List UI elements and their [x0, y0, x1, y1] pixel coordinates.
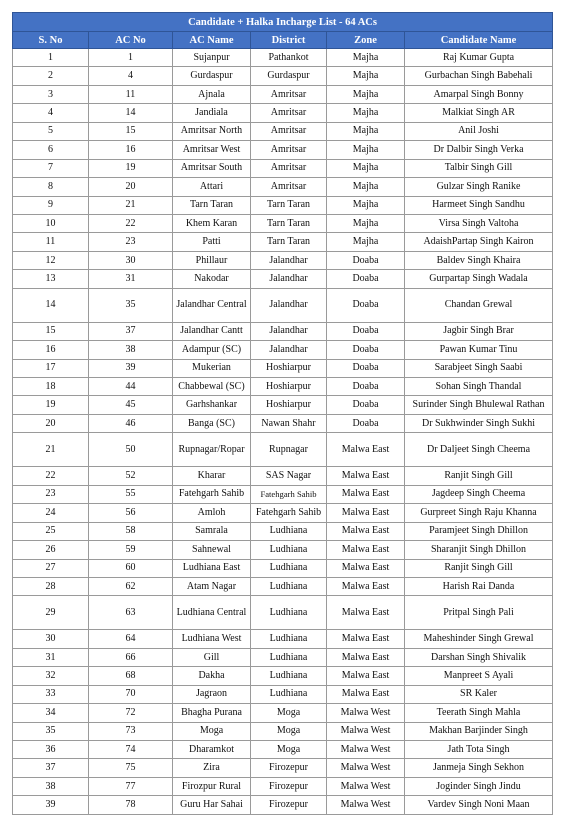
table-row [13, 541, 553, 559]
ac-name-cell: Ludhiana Central [173, 596, 251, 630]
zone-cell: Malwa East [327, 648, 405, 666]
zone-cell: Majha [327, 178, 405, 196]
title-row [13, 13, 553, 32]
candidate-name-cell: Surinder Singh Bhulewal Rathan [405, 396, 553, 414]
ac-name-cell: Jandiala [173, 104, 251, 122]
table-row [13, 49, 553, 67]
table-row [13, 522, 553, 540]
table-body [13, 49, 553, 815]
ac-no-cell: 70 [89, 685, 173, 703]
table-row [13, 141, 553, 159]
ac-no-cell: 4 [89, 67, 173, 85]
s-no-cell: 17 [13, 359, 89, 377]
ac-no-cell: 68 [89, 667, 173, 685]
district-cell: Nawan Shahr [251, 414, 327, 432]
ac-no-cell: 15 [89, 122, 173, 140]
ac-no-cell: 19 [89, 159, 173, 177]
ac-name-cell: Nakodar [173, 270, 251, 288]
candidate-name-cell: Gurpartap Singh Wadala [405, 270, 553, 288]
district-cell: Amritsar [251, 85, 327, 103]
zone-cell: Doaba [327, 322, 405, 340]
ac-name-cell: Gurdaspur [173, 67, 251, 85]
s-no-cell: 21 [13, 433, 89, 467]
ac-name-cell: Ludhiana East [173, 559, 251, 577]
candidate-name-cell: Ranjit Singh Gill [405, 467, 553, 485]
candidate-name-cell: Gurbachan Singh Babehali [405, 67, 553, 85]
candidate-name-cell: Harmeet Singh Sandhu [405, 196, 553, 214]
candidate-name-cell: Sarabjeet Singh Saabi [405, 359, 553, 377]
zone-cell: Malwa East [327, 685, 405, 703]
s-no-cell: 13 [13, 270, 89, 288]
table-row [13, 630, 553, 648]
zone-cell: Malwa West [327, 759, 405, 777]
ac-no-cell: 30 [89, 251, 173, 269]
ac-name-cell: Zira [173, 759, 251, 777]
table-row [13, 685, 553, 703]
s-no-cell: 4 [13, 104, 89, 122]
column-header-district: District [251, 32, 327, 49]
ac-no-cell: 50 [89, 433, 173, 467]
ac-no-cell: 37 [89, 322, 173, 340]
ac-no-cell: 46 [89, 414, 173, 432]
s-no-cell: 37 [13, 759, 89, 777]
candidate-name-cell: Harish Rai Danda [405, 577, 553, 595]
candidate-name-cell: Ranjit Singh Gill [405, 559, 553, 577]
ac-no-cell: 74 [89, 741, 173, 759]
column-header-ac-no: AC No [89, 32, 173, 49]
district-cell: Jalandhar [251, 322, 327, 340]
zone-cell: Majha [327, 214, 405, 232]
zone-cell: Doaba [327, 341, 405, 359]
district-cell: Amritsar [251, 178, 327, 196]
zone-cell: Majha [327, 49, 405, 67]
candidate-name-cell: Jagbir Singh Brar [405, 322, 553, 340]
table-row [13, 396, 553, 414]
s-no-cell: 22 [13, 467, 89, 485]
zone-cell: Malwa East [327, 559, 405, 577]
district-cell: Tarn Taran [251, 196, 327, 214]
zone-cell: Malwa East [327, 541, 405, 559]
ac-name-cell: Amloh [173, 504, 251, 522]
ac-no-cell: 23 [89, 233, 173, 251]
candidate-name-cell: Raj Kumar Gupta [405, 49, 553, 67]
ac-no-cell: 63 [89, 596, 173, 630]
ac-no-cell: 38 [89, 341, 173, 359]
candidate-name-cell: Chandan Grewal [405, 288, 553, 322]
ac-no-cell: 75 [89, 759, 173, 777]
ac-no-cell: 16 [89, 141, 173, 159]
zone-cell: Majha [327, 196, 405, 214]
s-no-cell: 32 [13, 667, 89, 685]
s-no-cell: 25 [13, 522, 89, 540]
zone-cell: Malwa East [327, 630, 405, 648]
ac-name-cell: Sahnewal [173, 541, 251, 559]
s-no-cell: 19 [13, 396, 89, 414]
zone-cell: Majha [327, 159, 405, 177]
table-row [13, 796, 553, 814]
ac-name-cell: Amritsar South [173, 159, 251, 177]
ac-no-cell: 60 [89, 559, 173, 577]
zone-cell: Doaba [327, 270, 405, 288]
s-no-cell: 35 [13, 722, 89, 740]
ac-name-cell: Sujanpur [173, 49, 251, 67]
s-no-cell: 33 [13, 685, 89, 703]
candidate-name-cell: Sharanjit Singh Dhillon [405, 541, 553, 559]
ac-no-cell: 64 [89, 630, 173, 648]
table-row [13, 159, 553, 177]
ac-no-cell: 20 [89, 178, 173, 196]
district-cell: Jalandhar [251, 288, 327, 322]
s-no-cell: 8 [13, 178, 89, 196]
ac-name-cell: Guru Har Sahai [173, 796, 251, 814]
ac-name-cell: Kharar [173, 467, 251, 485]
table-row [13, 67, 553, 85]
table-row [13, 414, 553, 432]
candidate-name-cell: Pawan Kumar Tinu [405, 341, 553, 359]
zone-cell: Doaba [327, 359, 405, 377]
district-cell: Ludhiana [251, 522, 327, 540]
ac-no-cell: 21 [89, 196, 173, 214]
s-no-cell: 10 [13, 214, 89, 232]
ac-no-cell: 31 [89, 270, 173, 288]
ac-name-cell: Chabbewal (SC) [173, 378, 251, 396]
s-no-cell: 24 [13, 504, 89, 522]
district-cell: SAS Nagar [251, 467, 327, 485]
ac-name-cell: Atam Nagar [173, 577, 251, 595]
candidate-name-cell: Dr Sukhwinder Singh Sukhi [405, 414, 553, 432]
district-cell: Ludhiana [251, 685, 327, 703]
candidate-table [12, 12, 553, 815]
table-row [13, 233, 553, 251]
table-row [13, 270, 553, 288]
ac-no-cell: 73 [89, 722, 173, 740]
district-cell: Gurdaspur [251, 67, 327, 85]
table-row [13, 777, 553, 795]
ac-name-cell: Dakha [173, 667, 251, 685]
header-row [13, 32, 553, 49]
ac-no-cell: 52 [89, 467, 173, 485]
zone-cell: Majha [327, 104, 405, 122]
ac-no-cell: 77 [89, 777, 173, 795]
s-no-cell: 31 [13, 648, 89, 666]
table-row [13, 341, 553, 359]
district-cell: Ludhiana [251, 577, 327, 595]
table-row [13, 85, 553, 103]
s-no-cell: 27 [13, 559, 89, 577]
ac-name-cell: Adampur (SC) [173, 341, 251, 359]
s-no-cell: 16 [13, 341, 89, 359]
table-row [13, 722, 553, 740]
zone-cell: Doaba [327, 396, 405, 414]
s-no-cell: 26 [13, 541, 89, 559]
ac-no-cell: 11 [89, 85, 173, 103]
zone-cell: Malwa East [327, 467, 405, 485]
ac-name-cell: Tarn Taran [173, 196, 251, 214]
ac-name-cell: Bhagha Purana [173, 704, 251, 722]
candidate-name-cell: Paramjeet Singh Dhillon [405, 522, 553, 540]
district-cell: Hoshiarpur [251, 359, 327, 377]
table-row [13, 288, 553, 322]
zone-cell: Malwa East [327, 433, 405, 467]
ac-no-cell: 62 [89, 577, 173, 595]
s-no-cell: 30 [13, 630, 89, 648]
district-cell: Ludhiana [251, 648, 327, 666]
ac-no-cell: 44 [89, 378, 173, 396]
table-row [13, 467, 553, 485]
s-no-cell: 5 [13, 122, 89, 140]
candidate-name-cell: Anil Joshi [405, 122, 553, 140]
candidate-name-cell: Gulzar Singh Ranike [405, 178, 553, 196]
district-cell: Ludhiana [251, 559, 327, 577]
district-cell: Ludhiana [251, 596, 327, 630]
ac-no-cell: 56 [89, 504, 173, 522]
ac-no-cell: 1 [89, 49, 173, 67]
district-cell: Jalandhar [251, 341, 327, 359]
table-row [13, 504, 553, 522]
ac-name-cell: Amritsar West [173, 141, 251, 159]
zone-cell: Doaba [327, 251, 405, 269]
s-no-cell: 12 [13, 251, 89, 269]
zone-cell: Malwa West [327, 796, 405, 814]
district-cell: Firozepur [251, 796, 327, 814]
ac-name-cell: Khem Karan [173, 214, 251, 232]
table-row [13, 359, 553, 377]
s-no-cell: 29 [13, 596, 89, 630]
table-row [13, 667, 553, 685]
ac-name-cell: Patti [173, 233, 251, 251]
candidate-name-cell: Dr Dalbir Singh Verka [405, 141, 553, 159]
s-no-cell: 6 [13, 141, 89, 159]
ac-no-cell: 22 [89, 214, 173, 232]
table-row [13, 433, 553, 467]
zone-cell: Majha [327, 141, 405, 159]
table-row [13, 322, 553, 340]
ac-no-cell: 58 [89, 522, 173, 540]
table-row [13, 122, 553, 140]
zone-cell: Malwa East [327, 667, 405, 685]
zone-cell: Doaba [327, 378, 405, 396]
ac-name-cell: Jagraon [173, 685, 251, 703]
district-cell: Firozepur [251, 777, 327, 795]
s-no-cell: 23 [13, 485, 89, 503]
zone-cell: Majha [327, 85, 405, 103]
candidate-name-cell: Darshan Singh Shivalik [405, 648, 553, 666]
s-no-cell: 2 [13, 67, 89, 85]
table-row [13, 577, 553, 595]
table-row [13, 596, 553, 630]
s-no-cell: 11 [13, 233, 89, 251]
district-cell: Moga [251, 704, 327, 722]
ac-no-cell: 14 [89, 104, 173, 122]
ac-name-cell: Mukerian [173, 359, 251, 377]
district-cell: Tarn Taran [251, 214, 327, 232]
ac-name-cell: Firozpur Rural [173, 777, 251, 795]
district-cell: Moga [251, 722, 327, 740]
zone-cell: Malwa East [327, 596, 405, 630]
candidate-name-cell: Malkiat Singh AR [405, 104, 553, 122]
s-no-cell: 38 [13, 777, 89, 795]
district-cell: Rupnagar [251, 433, 327, 467]
ac-name-cell: Moga [173, 722, 251, 740]
candidate-name-cell: Manpreet S Ayali [405, 667, 553, 685]
column-header-candidate-name: Candidate Name [405, 32, 553, 49]
district-cell: Tarn Taran [251, 233, 327, 251]
district-cell: Jalandhar [251, 251, 327, 269]
district-cell: Firozepur [251, 759, 327, 777]
s-no-cell: 34 [13, 704, 89, 722]
s-no-cell: 20 [13, 414, 89, 432]
candidate-name-cell: Talbir Singh Gill [405, 159, 553, 177]
ac-no-cell: 78 [89, 796, 173, 814]
zone-cell: Malwa West [327, 704, 405, 722]
district-cell: Moga [251, 741, 327, 759]
column-header-zone: Zone [327, 32, 405, 49]
ac-name-cell: Amritsar North [173, 122, 251, 140]
table-row [13, 251, 553, 269]
district-cell: Amritsar [251, 104, 327, 122]
district-cell: Amritsar [251, 122, 327, 140]
ac-name-cell: Jalandhar Cantt [173, 322, 251, 340]
zone-cell: Malwa West [327, 741, 405, 759]
zone-cell: Malwa East [327, 577, 405, 595]
s-no-cell: 15 [13, 322, 89, 340]
ac-name-cell: Ludhiana West [173, 630, 251, 648]
district-cell: Ludhiana [251, 667, 327, 685]
s-no-cell: 39 [13, 796, 89, 814]
ac-name-cell: Banga (SC) [173, 414, 251, 432]
candidate-name-cell: Teerath Singh Mahla [405, 704, 553, 722]
candidate-name-cell: Baldev Singh Khaira [405, 251, 553, 269]
ac-name-cell: Garhshankar [173, 396, 251, 414]
table-title: Candidate + Halka Incharge List - 64 ACs [13, 13, 553, 32]
s-no-cell: 3 [13, 85, 89, 103]
ac-name-cell: Jalandhar Central [173, 288, 251, 322]
candidate-list-document [12, 12, 552, 815]
zone-cell: Malwa East [327, 504, 405, 522]
candidate-name-cell: Gurpreet Singh Raju Khanna [405, 504, 553, 522]
zone-cell: Malwa East [327, 522, 405, 540]
district-cell: Ludhiana [251, 630, 327, 648]
zone-cell: Doaba [327, 414, 405, 432]
candidate-name-cell: Jath Tota Singh [405, 741, 553, 759]
s-no-cell: 7 [13, 159, 89, 177]
ac-name-cell: Phillaur [173, 251, 251, 269]
ac-no-cell: 35 [89, 288, 173, 322]
candidate-name-cell: Amarpal Singh Bonny [405, 85, 553, 103]
s-no-cell: 9 [13, 196, 89, 214]
table-row [13, 648, 553, 666]
district-cell: Amritsar [251, 141, 327, 159]
zone-cell: Malwa West [327, 777, 405, 795]
zone-cell: Majha [327, 233, 405, 251]
ac-name-cell: Ajnala [173, 85, 251, 103]
candidate-name-cell: Joginder Singh Jindu [405, 777, 553, 795]
table-row [13, 704, 553, 722]
candidate-name-cell: Sohan Singh Thandal [405, 378, 553, 396]
s-no-cell: 18 [13, 378, 89, 396]
table-row [13, 741, 553, 759]
s-no-cell: 36 [13, 741, 89, 759]
column-header-s-no: S. No [13, 32, 89, 49]
candidate-name-cell: Maheshinder Singh Grewal [405, 630, 553, 648]
table-row [13, 214, 553, 232]
candidate-name-cell: Jagdeep Singh Cheema [405, 485, 553, 503]
ac-name-cell: Rupnagar/Ropar [173, 433, 251, 467]
ac-name-cell: Dharamkot [173, 741, 251, 759]
table-row [13, 378, 553, 396]
table-row [13, 485, 553, 503]
district-cell: Hoshiarpur [251, 378, 327, 396]
zone-cell: Doaba [327, 288, 405, 322]
table-row [13, 104, 553, 122]
ac-name-cell: Fatehgarh Sahib [173, 485, 251, 503]
ac-name-cell: Attari [173, 178, 251, 196]
district-cell: Hoshiarpur [251, 396, 327, 414]
table-row [13, 178, 553, 196]
ac-name-cell: Gill [173, 648, 251, 666]
s-no-cell: 14 [13, 288, 89, 322]
ac-name-cell: Samrala [173, 522, 251, 540]
district-cell: Jalandhar [251, 270, 327, 288]
table-row [13, 559, 553, 577]
candidate-name-cell: Vardev Singh Noni Maan [405, 796, 553, 814]
s-no-cell: 28 [13, 577, 89, 595]
ac-no-cell: 59 [89, 541, 173, 559]
district-cell: Amritsar [251, 159, 327, 177]
zone-cell: Malwa East [327, 485, 405, 503]
ac-no-cell: 66 [89, 648, 173, 666]
candidate-name-cell: Janmeja Singh Sekhon [405, 759, 553, 777]
district-cell: Pathankot [251, 49, 327, 67]
candidate-name-cell: Pritpal Singh Pali [405, 596, 553, 630]
ac-no-cell: 39 [89, 359, 173, 377]
column-header-ac-name: AC Name [173, 32, 251, 49]
table-row [13, 759, 553, 777]
candidate-name-cell: Makhan Barjinder Singh [405, 722, 553, 740]
ac-no-cell: 55 [89, 485, 173, 503]
table-row [13, 196, 553, 214]
ac-no-cell: 72 [89, 704, 173, 722]
candidate-name-cell: AdaishPartap Singh Kairon [405, 233, 553, 251]
district-cell: Fatehgarh Sahib [251, 485, 327, 503]
district-cell: Fatehgarh Sahib [251, 504, 327, 522]
ac-no-cell: 45 [89, 396, 173, 414]
zone-cell: Malwa West [327, 722, 405, 740]
s-no-cell: 1 [13, 49, 89, 67]
candidate-name-cell: SR Kaler [405, 685, 553, 703]
zone-cell: Majha [327, 67, 405, 85]
zone-cell: Majha [327, 122, 405, 140]
candidate-name-cell: Virsa Singh Valtoha [405, 214, 553, 232]
candidate-name-cell: Dr Daljeet Singh Cheema [405, 433, 553, 467]
district-cell: Ludhiana [251, 541, 327, 559]
